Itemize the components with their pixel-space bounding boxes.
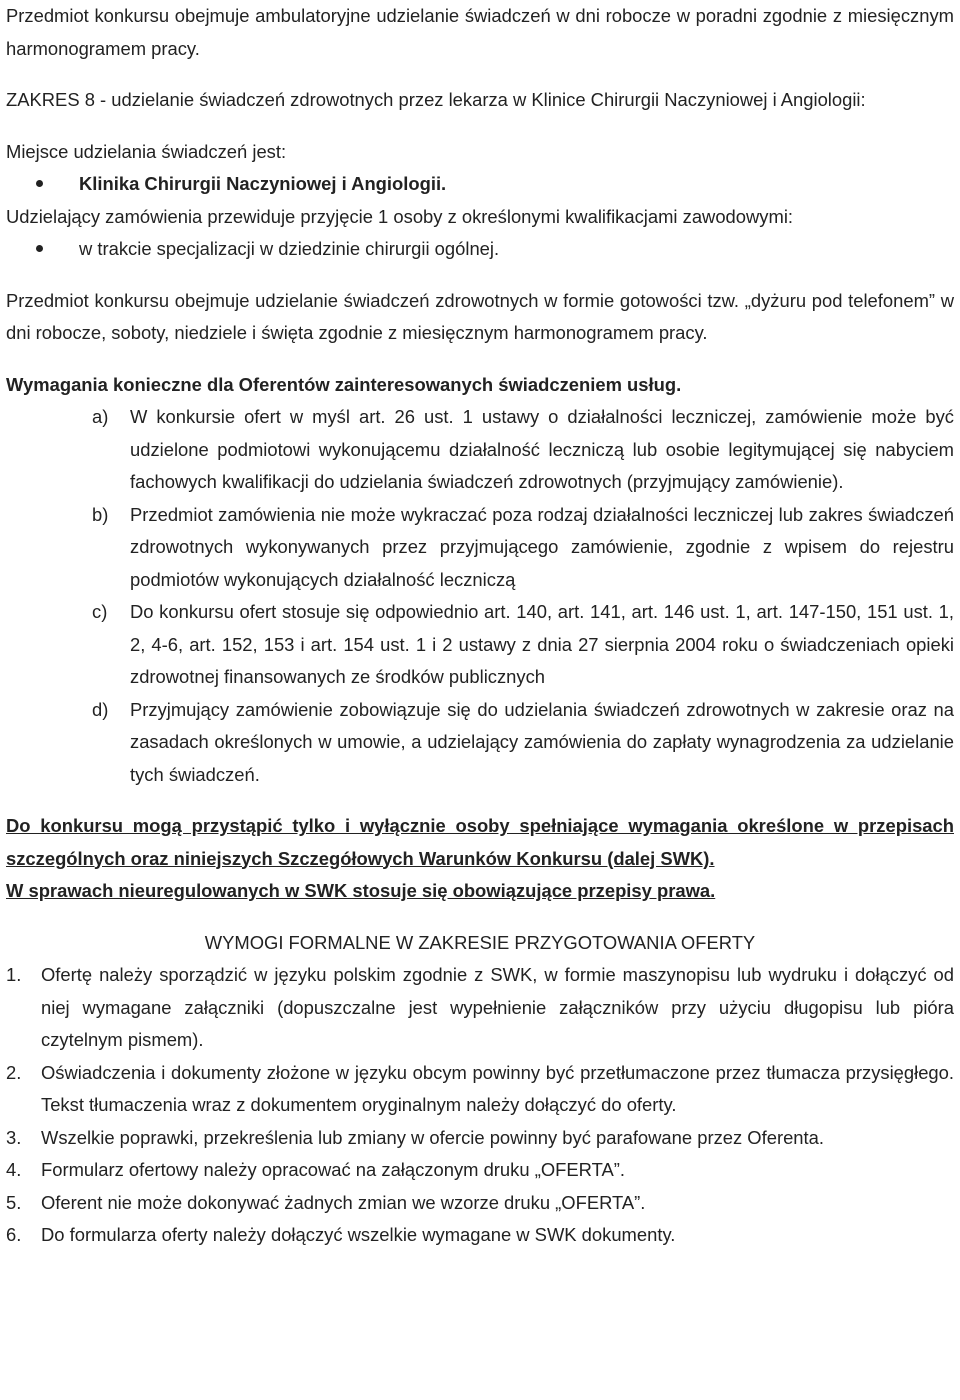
requirement-item bbox=[6, 401, 954, 499]
bullet-icon bbox=[6, 233, 79, 266]
formal-item-number: 1. bbox=[6, 964, 22, 985]
place-bullet-item bbox=[6, 168, 954, 201]
formal-item-number: 6. bbox=[6, 1224, 22, 1245]
formal-item-number: 3. bbox=[6, 1126, 22, 1148]
formal-item-text: Ofertę należy sporządzić w języku polskim zgodnie z SWK, w formie maszynopisu lub wydruku i dołączyć od niej wymagane załączniki (dopuszczalne jest wypełnienie załączników przy użyciu długopisu lub pióra czytelnym pismem). bbox=[41, 964, 954, 1050]
bullet-icon bbox=[6, 168, 79, 201]
formal-item bbox=[6, 1057, 954, 1122]
formal-item-number: 4. bbox=[6, 1159, 22, 1180]
requirement-item bbox=[6, 694, 954, 792]
formal-item-text: Oświadczenia i dokumenty złożone w języku obcym powinny być przetłumaczone przez tłumacza przysięgłego. Tekst tłumaczenia wraz z dokumentem oryginalnym należy dołączyć do oferty. bbox=[41, 1061, 954, 1115]
requirement-text: Przyjmujący zamówienie zobowiązuje się do udzielania świadczeń zdrowotnych w zakresie oraz na zasadach określonych w umowie, a udzielający zamówienia do zapłaty wynagrodzenia za udzielanie tych świadczeń. bbox=[130, 698, 954, 785]
formal-item-number: 2. bbox=[6, 1061, 22, 1083]
requirement-label: b) bbox=[92, 503, 109, 525]
formal-item bbox=[6, 1154, 954, 1187]
requirement-label: d) bbox=[92, 698, 109, 720]
intro-paragraph: Przedmiot konkursu obejmuje ambulatoryjne udzielanie świadczeń w dni robocze w poradni zgodnie z miesięcznym harmonogramem pracy. bbox=[6, 5, 954, 59]
eligibility-notice: Do konkursu mogą przystąpić tylko i wyłącznie osoby spełniające wymagania określone w przepisach szczególnych oraz niniejszych Szczegółowych Warunków Konkursu (dalej SWK). bbox=[6, 815, 954, 869]
requirement-item bbox=[6, 499, 954, 597]
formal-item bbox=[6, 1219, 954, 1252]
formal-item-text: Wszelkie poprawki, przekreślenia lub zmiany w ofercie powinny być parafowane przez Oferenta. bbox=[41, 1126, 824, 1148]
formal-item bbox=[6, 1187, 954, 1220]
dyzur-paragraph: Przedmiot konkursu obejmuje udzielanie świadczeń zdrowotnych w formie gotowości tzw. „dyżuru pod telefonem” w dni robocze, soboty, niedziele i święta zgodnie z miesięcznym harmonogramem pracy. bbox=[6, 289, 954, 343]
requirement-label: c) bbox=[92, 601, 108, 622]
formal-item-text: Oferent nie może dokonywać żadnych zmian we wzorze druku „OFERTA”. bbox=[41, 1191, 646, 1213]
requirements-list bbox=[6, 401, 954, 791]
requirements-heading: Wymagania konieczne dla Oferentów zainteresowanych świadczeniem usług. bbox=[6, 373, 682, 395]
formal-item-text: Formularz ofertowy należy opracować na załączonym druku „OFERTA”. bbox=[41, 1159, 625, 1180]
place-label: Miejsce udzielania świadczeń jest: bbox=[6, 140, 287, 162]
hiring-bullet-item bbox=[6, 233, 954, 266]
formal-requirements-heading: WYMOGI FORMALNE W ZAKRESIE PRZYGOTOWANIA OFERTY bbox=[204, 931, 756, 953]
formal-item bbox=[6, 959, 954, 1057]
zakres-heading: ZAKRES 8 - udzielanie świadczeń zdrowotnych przez lekarza w Klinice Chirurgii Naczyniowej i Angiologii: bbox=[6, 89, 866, 110]
hiring-paragraph: Udzielający zamówienia przewiduje przyjęcie 1 osoby z określonymi kwalifikacjami zawodowymi: bbox=[6, 205, 794, 227]
formal-item-text: Do formularza oferty należy dołączyć wszelkie wymagane w SWK dokumenty. bbox=[41, 1224, 676, 1245]
unregulated-notice: W sprawach nieuregulowanych w SWK stosuje się obowiązujące przepisy prawa. bbox=[6, 880, 716, 901]
formal-requirements-list bbox=[6, 959, 954, 1252]
requirement-text: Do konkursu ofert stosuje się odpowiednio art. 140, art. 141, art. 146 ust. 1, art. 147-150, 151 ust. 1, 2, 4-6, art. 152, 153 i art. 154 ust. 1 i 2 ustawy z dnia 27 sierpnia 2004 roku o świadczeniach opieki zdrowotnej finansowanych ze środków publicznych bbox=[130, 601, 954, 687]
formal-item bbox=[6, 1122, 954, 1155]
place-item-text: Klinika Chirurgii Naczyniowej i Angiologii. bbox=[79, 173, 447, 194]
hiring-item-text: w trakcie specjalizacji w dziedzinie chirurgii ogólnej. bbox=[79, 238, 500, 259]
requirement-item bbox=[6, 596, 954, 694]
formal-item-number: 5. bbox=[6, 1191, 22, 1213]
requirement-text: W konkursie ofert w myśl art. 26 ust. 1 ustawy o działalności leczniczej, zamówienie może być udzielone podmiotowi wykonującemu działalność leczniczą lub osobie legitymującej się nabyciem fachowych kwalifikacji do udzielania świadczeń zdrowotnych (przyjmujący zamówienie). bbox=[130, 406, 954, 492]
requirement-text: Przedmiot zamówienia nie może wykraczać poza rodzaj działalności leczniczej lub zakres świadczeń zdrowotnych wykonywanych przez przyjmującego zamówienie, zgodnie z wpisem do rejestru podmiotów wykonujących działalność leczniczą bbox=[130, 503, 954, 590]
requirement-label: a) bbox=[92, 406, 109, 427]
